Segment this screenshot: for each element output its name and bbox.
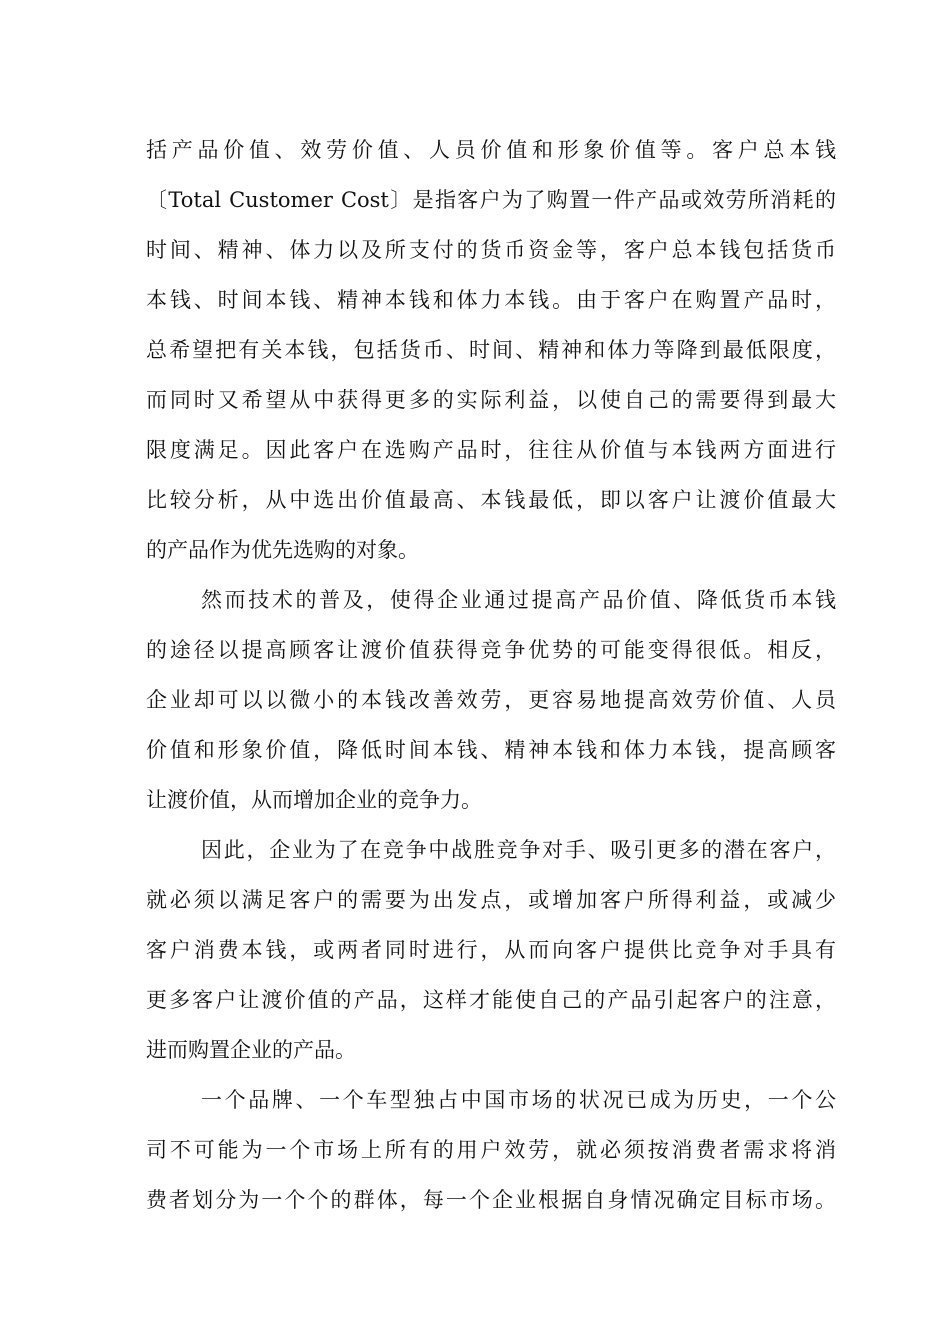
text-line: 司不可能为一个市场上所有的用户效劳，就必须按消费者需求将消 [146,1138,836,1162]
text-line: 就必须以满足客户的需要为出发点，或增加客户所得利益，或减少 [146,888,836,912]
text-line: 总希望把有关本钱，包括货币、时间、精神和体力等降到最低限度， [146,338,836,362]
text-line: 进而购置企业的产品。 [146,1038,356,1062]
text-line: 企业却可以以微小的本钱改善效劳，更容易地提高效劳价值、人员 [146,688,836,712]
text-line: 然而技术的普及，使得企业通过提高产品价值、降低货币本钱 [201,588,836,612]
text-line: 费者划分为一个个的群体，每一个企业根据自身情况确定目标市场。 [146,1188,836,1212]
text-line: 因此，企业为了在竞争中战胜竞争对手、吸引更多的潜在客户， [201,838,836,862]
text-line: 比较分析，从中选出价值最高、本钱最低，即以客户让渡价值最大 [146,488,836,512]
text-line: 本钱、时间本钱、精神本钱和体力本钱。由于客户在购置产品时， [146,288,836,312]
text-line: 括产品价值、效劳价值、人员价值和形象价值等。客户总本钱 [146,138,836,162]
body-text [146,125,836,1225]
text-line: 更多客户让渡价值的产品，这样才能使自己的产品引起客户的注意， [146,988,836,1012]
text-line: 价值和形象价值，降低时间本钱、精神本钱和体力本钱，提高顾客 [146,738,836,762]
text-line: 的途径以提高顾客让渡价值获得竞争优势的可能变得很低。相反， [146,638,836,662]
text-line: 〔Total Customer Cost〕是指客户为了购置一件产品或效劳所消耗的 [146,188,836,212]
text-line: 限度满足。因此客户在选购产品时，往往从价值与本钱两方面进行 [146,438,836,462]
text-line: 而同时又希望从中获得更多的实际利益，以使自己的需要得到最大 [146,388,836,412]
text-line: 的产品作为优先选购的对象。 [146,538,419,562]
text-line: 时间、精神、体力以及所支付的货币资金等，客户总本钱包括货币 [146,238,836,262]
text-line: 客户消费本钱，或两者同时进行，从而向客户提供比竞争对手具有 [146,938,836,962]
text-line: 一个品牌、一个车型独占中国市场的状况已成为历史，一个公 [201,1088,836,1112]
text-line: 让渡价值，从而增加企业的竞争力。 [146,788,482,812]
